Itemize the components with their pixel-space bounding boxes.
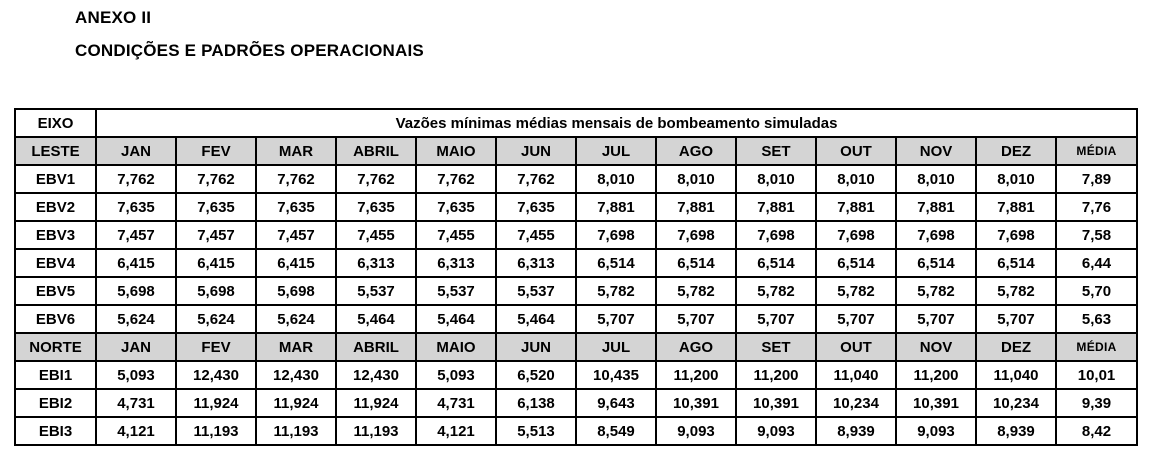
data-row	[15, 165, 1137, 193]
data-row	[15, 361, 1137, 389]
value-cell: 7,762	[336, 165, 416, 193]
value-cell: 11,040	[976, 361, 1056, 389]
section-label-cell: NORTE	[15, 333, 96, 361]
row-label-cell: EBI1	[15, 361, 96, 389]
value-cell: 11,924	[256, 389, 336, 417]
month-header-cell: SET	[736, 333, 816, 361]
value-cell: 7,635	[416, 193, 496, 221]
value-cell: 12,430	[176, 361, 256, 389]
data-row	[15, 305, 1137, 333]
value-cell: 11,040	[816, 361, 896, 389]
value-cell: 8,010	[896, 165, 976, 193]
value-cell: 7,762	[256, 165, 336, 193]
media-value-cell: 5,63	[1056, 305, 1137, 333]
value-cell: 5,698	[96, 277, 176, 305]
media-value-cell: 7,58	[1056, 221, 1137, 249]
row-label-cell: EBV2	[15, 193, 96, 221]
value-cell: 8,010	[976, 165, 1056, 193]
value-cell: 7,762	[96, 165, 176, 193]
media-value-cell: 8,42	[1056, 417, 1137, 445]
value-cell: 6,514	[576, 249, 656, 277]
value-cell: 5,707	[736, 305, 816, 333]
value-cell: 4,121	[96, 417, 176, 445]
month-header-cell: OUT	[816, 333, 896, 361]
value-cell: 4,731	[96, 389, 176, 417]
page-subtitle: CONDIÇÕES E PADRÕES OPERACIONAIS	[75, 41, 424, 60]
value-cell: 6,520	[496, 361, 576, 389]
media-header-cell: MÉDIA	[1056, 137, 1137, 165]
value-cell: 9,093	[896, 417, 976, 445]
value-cell: 11,193	[336, 417, 416, 445]
row-label-cell: EBI3	[15, 417, 96, 445]
media-value-cell: 6,44	[1056, 249, 1137, 277]
month-header-cell: ABRIL	[336, 137, 416, 165]
value-cell: 5,537	[416, 277, 496, 305]
value-cell: 7,455	[416, 221, 496, 249]
month-header-cell: ABRIL	[336, 333, 416, 361]
value-cell: 8,010	[736, 165, 816, 193]
month-header-cell: DEZ	[976, 137, 1056, 165]
media-value-cell: 5,70	[1056, 277, 1137, 305]
row-label-cell: EBV6	[15, 305, 96, 333]
media-header-cell: MÉDIA	[1056, 333, 1137, 361]
month-header-cell: JUL	[576, 333, 656, 361]
value-cell: 9,643	[576, 389, 656, 417]
value-cell: 7,881	[976, 193, 1056, 221]
value-cell: 7,881	[656, 193, 736, 221]
row-label-cell: EBV4	[15, 249, 96, 277]
value-cell: 5,464	[336, 305, 416, 333]
value-cell: 6,514	[656, 249, 736, 277]
value-cell: 4,121	[416, 417, 496, 445]
section-label-cell: LESTE	[15, 137, 96, 165]
value-cell: 7,457	[96, 221, 176, 249]
row-label-cell: EBV5	[15, 277, 96, 305]
month-header-cell: MAIO	[416, 333, 496, 361]
value-cell: 6,514	[736, 249, 816, 277]
value-cell: 5,624	[176, 305, 256, 333]
value-cell: 7,698	[736, 221, 816, 249]
media-value-cell: 9,39	[1056, 389, 1137, 417]
month-header-cell: NOV	[896, 137, 976, 165]
section-header-row	[15, 333, 1137, 361]
value-cell: 5,707	[816, 305, 896, 333]
value-cell: 8,010	[816, 165, 896, 193]
value-cell: 11,200	[736, 361, 816, 389]
value-cell: 6,138	[496, 389, 576, 417]
value-cell: 8,010	[656, 165, 736, 193]
month-header-cell: OUT	[816, 137, 896, 165]
value-cell: 7,881	[736, 193, 816, 221]
value-cell: 10,391	[896, 389, 976, 417]
month-header-cell: AGO	[656, 137, 736, 165]
value-cell: 11,200	[656, 361, 736, 389]
value-cell: 10,234	[976, 389, 1056, 417]
value-cell: 7,455	[496, 221, 576, 249]
value-cell: 6,514	[976, 249, 1056, 277]
value-cell: 10,435	[576, 361, 656, 389]
month-header-cell: FEV	[176, 333, 256, 361]
value-cell: 10,391	[656, 389, 736, 417]
value-cell: 7,881	[576, 193, 656, 221]
value-cell: 5,707	[976, 305, 1056, 333]
row-label-cell: EBV3	[15, 221, 96, 249]
value-cell: 8,010	[576, 165, 656, 193]
table-top-row	[15, 109, 1137, 137]
data-row	[15, 193, 1137, 221]
month-header-cell: DEZ	[976, 333, 1056, 361]
value-cell: 9,093	[736, 417, 816, 445]
value-cell: 5,782	[576, 277, 656, 305]
value-cell: 6,415	[256, 249, 336, 277]
month-header-cell: JUN	[496, 333, 576, 361]
section-header-row	[15, 137, 1137, 165]
media-value-cell: 7,76	[1056, 193, 1137, 221]
month-header-cell: JAN	[96, 137, 176, 165]
month-header-cell: NOV	[896, 333, 976, 361]
value-cell: 7,635	[176, 193, 256, 221]
value-cell: 7,635	[336, 193, 416, 221]
value-cell: 7,455	[336, 221, 416, 249]
value-cell: 5,093	[96, 361, 176, 389]
media-value-cell: 10,01	[1056, 361, 1137, 389]
month-header-cell: JUN	[496, 137, 576, 165]
value-cell: 5,698	[256, 277, 336, 305]
value-cell: 5,698	[176, 277, 256, 305]
data-row	[15, 417, 1137, 445]
data-row	[15, 221, 1137, 249]
value-cell: 7,881	[816, 193, 896, 221]
span-header-cell: Vazões mínimas médias mensais de bombeamento simuladas	[96, 109, 1137, 137]
value-cell: 6,514	[896, 249, 976, 277]
document-header	[75, 8, 424, 61]
media-value-cell: 7,89	[1056, 165, 1137, 193]
value-cell: 5,782	[896, 277, 976, 305]
value-cell: 6,313	[416, 249, 496, 277]
value-cell: 5,782	[736, 277, 816, 305]
value-cell: 10,391	[736, 389, 816, 417]
value-cell: 9,093	[656, 417, 736, 445]
value-cell: 6,313	[336, 249, 416, 277]
row-label-cell: EBI2	[15, 389, 96, 417]
value-cell: 11,924	[176, 389, 256, 417]
data-row	[15, 277, 1137, 305]
value-cell: 5,707	[576, 305, 656, 333]
value-cell: 5,782	[656, 277, 736, 305]
month-header-cell: FEV	[176, 137, 256, 165]
value-cell: 7,881	[896, 193, 976, 221]
value-cell: 12,430	[336, 361, 416, 389]
value-cell: 6,514	[816, 249, 896, 277]
value-cell: 5,513	[496, 417, 576, 445]
value-cell: 5,782	[816, 277, 896, 305]
value-cell: 5,464	[416, 305, 496, 333]
eixo-corner-cell: EIXO	[15, 109, 96, 137]
value-cell: 8,939	[816, 417, 896, 445]
month-header-cell: MAR	[256, 333, 336, 361]
value-cell: 7,635	[96, 193, 176, 221]
value-cell: 7,762	[496, 165, 576, 193]
month-header-cell: MAR	[256, 137, 336, 165]
value-cell: 7,698	[976, 221, 1056, 249]
value-cell: 7,698	[656, 221, 736, 249]
value-cell: 10,234	[816, 389, 896, 417]
row-label-cell: EBV1	[15, 165, 96, 193]
value-cell: 7,698	[816, 221, 896, 249]
page-title: ANEXO II	[75, 8, 152, 27]
value-cell: 6,313	[496, 249, 576, 277]
value-cell: 8,549	[576, 417, 656, 445]
value-cell: 7,698	[896, 221, 976, 249]
value-cell: 11,924	[336, 389, 416, 417]
month-header-cell: JUL	[576, 137, 656, 165]
value-cell: 11,193	[176, 417, 256, 445]
value-cell: 11,200	[896, 361, 976, 389]
value-cell: 7,635	[256, 193, 336, 221]
value-cell: 5,093	[416, 361, 496, 389]
operational-table	[14, 108, 1138, 446]
month-header-cell: AGO	[656, 333, 736, 361]
value-cell: 7,635	[496, 193, 576, 221]
value-cell: 5,537	[336, 277, 416, 305]
value-cell: 7,457	[256, 221, 336, 249]
value-cell: 5,464	[496, 305, 576, 333]
month-header-cell: MAIO	[416, 137, 496, 165]
value-cell: 7,762	[176, 165, 256, 193]
data-row	[15, 249, 1137, 277]
data-row	[15, 389, 1137, 417]
value-cell: 5,624	[256, 305, 336, 333]
value-cell: 5,707	[896, 305, 976, 333]
value-cell: 6,415	[176, 249, 256, 277]
value-cell: 5,707	[656, 305, 736, 333]
value-cell: 6,415	[96, 249, 176, 277]
value-cell: 11,193	[256, 417, 336, 445]
value-cell: 7,698	[576, 221, 656, 249]
value-cell: 4,731	[416, 389, 496, 417]
value-cell: 8,939	[976, 417, 1056, 445]
value-cell: 7,457	[176, 221, 256, 249]
value-cell: 5,537	[496, 277, 576, 305]
value-cell: 7,762	[416, 165, 496, 193]
value-cell: 5,782	[976, 277, 1056, 305]
operational-table-body	[15, 109, 1137, 445]
value-cell: 12,430	[256, 361, 336, 389]
month-header-cell: JAN	[96, 333, 176, 361]
value-cell: 5,624	[96, 305, 176, 333]
month-header-cell: SET	[736, 137, 816, 165]
